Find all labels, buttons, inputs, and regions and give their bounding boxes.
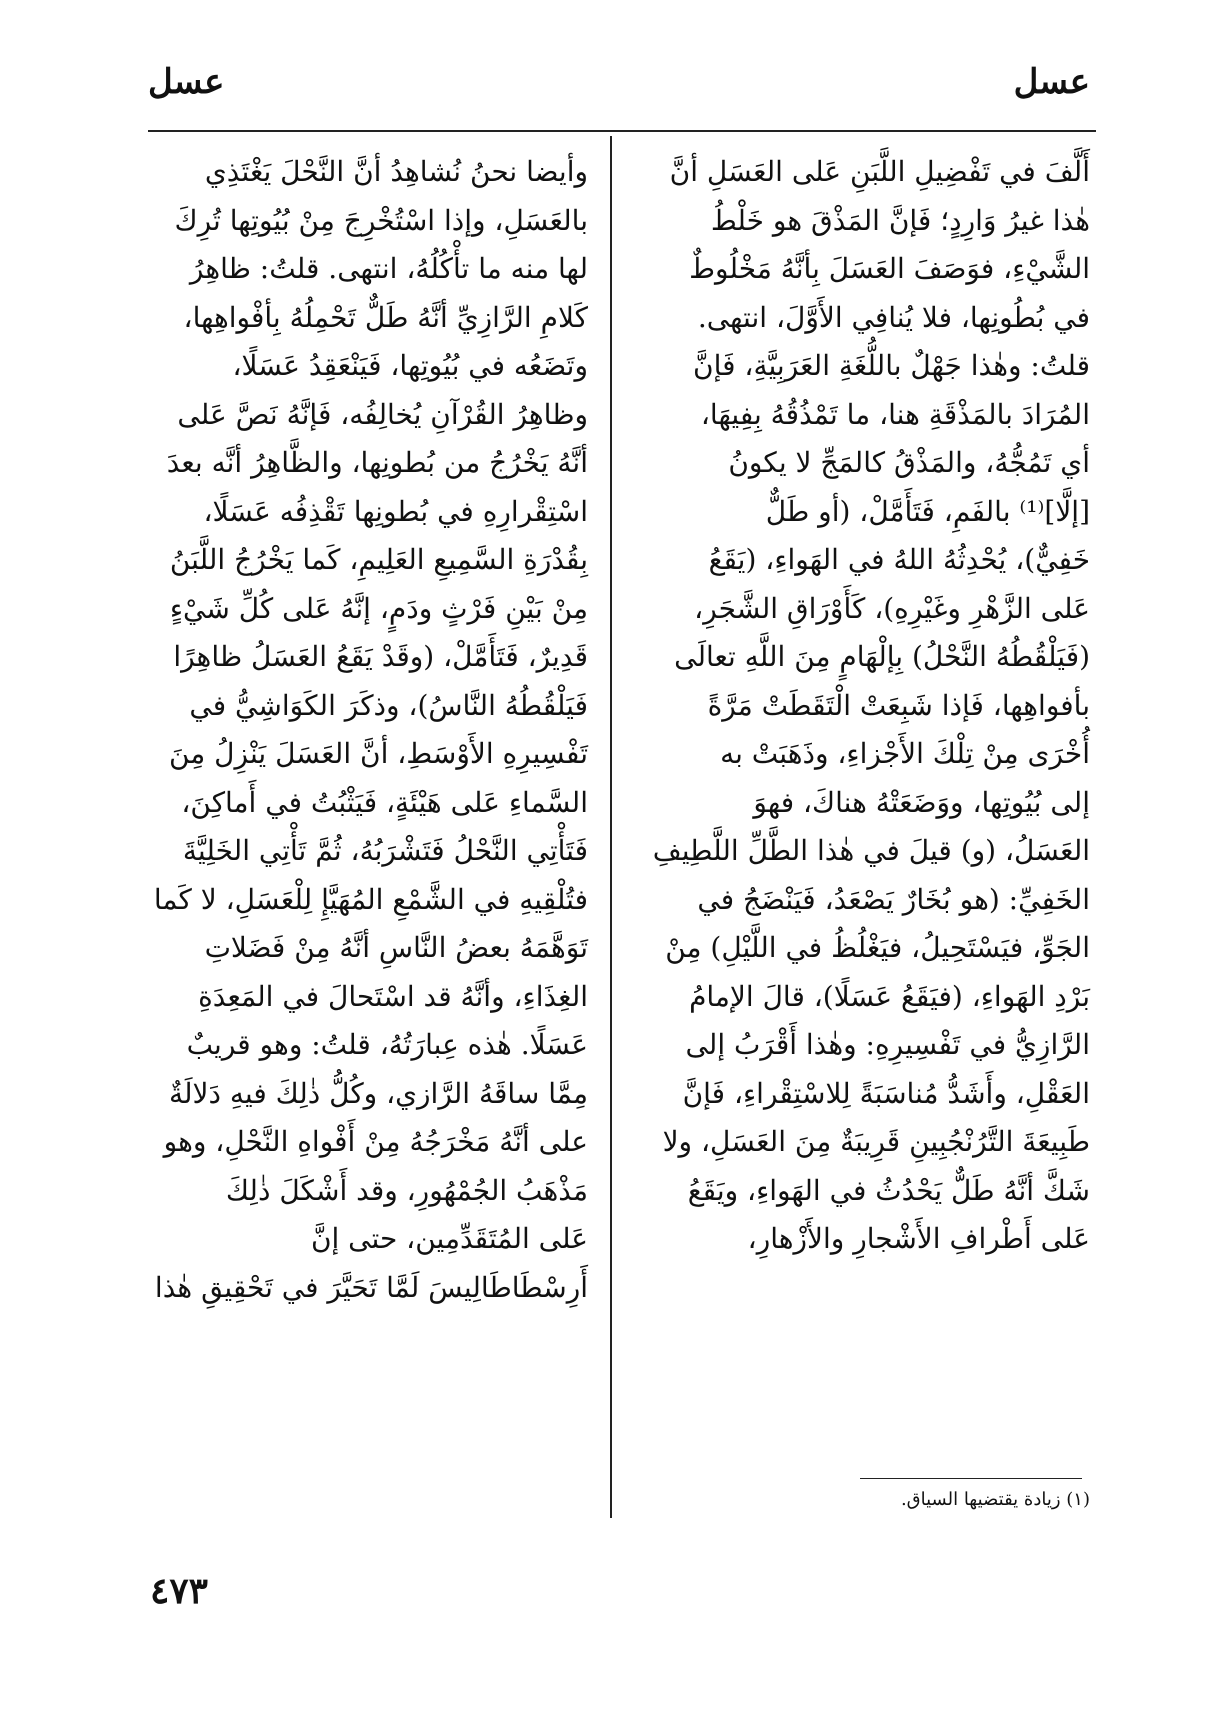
text-line: شَكَّ أنَّهُ طَلٌّ يَحْدُثُ في الهَواءِ، ويَقَعُ [687, 1173, 1090, 1207]
text-line: أُخْرَى مِنْ تِلْكَ الأَجْزاءِ، وذَهَبَتْ به [720, 737, 1090, 770]
text-line: هٰذا غيرُ وَارِدٍ؛ فَإنَّ المَذْقَ هو خَلْطُ [710, 203, 1090, 237]
text-line: مِنْ بَيْنِ فَرْثٍ ودَمٍ، إنَّهُ عَلى كُلِّ شَيْءٍ [169, 591, 588, 625]
running-head-left: عسل [148, 62, 225, 102]
text-line: إلى بُيُوتِها، ووَضَعَتْهُ هناكَ، فهوَ [753, 785, 1090, 819]
text-line: خَفِيٌّ)، يُحْدِثُهُ اللهُ في الهَواءِ، (يَقَعُ [708, 543, 1090, 576]
text-line: الشَّيْءِ، فوَصَفَ العَسَلَ بِأنَّهُ مَخْلُوطٌ [689, 252, 1090, 285]
text-line: المُرَادَ بالمَذْقَةِ هنا، ما تَمْذُقُهُ بِفِيهَا، [700, 397, 1090, 431]
text-line: الغِذَاءِ، وأنَّهُ قد اسْتَحالَ في المَعِدَةِ [198, 979, 588, 1013]
text-line: وظاهِرُ القُرْآنِ يُخالِفُه، فَإنَّهُ نَصَّ عَلى [177, 397, 588, 431]
right-column [644, 148, 1090, 1264]
text-line: أي تَمُجُّهُ، والمَذْقُ كالمَجِّ لا يكونُ [728, 446, 1090, 479]
text-line: عَلى أَطْرافِ الأَشْجارِ والأَزْهارِ، [747, 1222, 1090, 1255]
text-line: قلتُ: وهٰذا جَهْلٌ باللُّغَةِ العَرَبِيَّةِ، فَإنَّ [693, 349, 1090, 382]
running-head-right: عسل [1013, 62, 1090, 102]
text-line: الرَّازِيُّ في تَفْسِيرِهِ: وهٰذا أَقْرَبُ إلى [685, 1028, 1090, 1061]
text-line: مِمَّا ساقَهُ الرَّازي، وكُلُّ ذٰلِكَ فيهِ دَلالَةٌ [168, 1076, 588, 1110]
text-line: فتُلْقِيهِ في الشَّمْعِ المُهَيَّإِ لِلْعَسَلِ، لا كَما [153, 882, 588, 916]
footnote-rule [860, 1478, 1082, 1479]
text-line: عَسَلًا. هٰذه عِبارَتُهُ، قلتُ: وهو قريبٌ [186, 1028, 588, 1061]
text-line: على أنَّهُ مَخْرَجُهُ مِنْ أَفْواهِ النَّحْلِ، وهو [163, 1125, 588, 1158]
text-line: لها منه ما تأْكُلُهُ، انتهى. قلتُ: ظاهِرُ [189, 252, 588, 285]
text-line: في بُطُونِها، فلا يُنافِي الأَوَّلَ، انتهى. [697, 300, 1090, 334]
text-line: فَيَلْقُطُهُ النَّاسُ)، وذكَرَ الكَوَاشِيُّ في [189, 688, 588, 722]
text-line: مَذْهَبُ الجُمْهُورِ، وقد أَشْكَلَ ذٰلِكَ [225, 1173, 588, 1207]
footnote: (١) زيادة يقتضيها السياق. [900, 1489, 1090, 1510]
text-line: [إلَّا]⁽¹⁾ بالفَمِ، فَتَأَمَّلْ، (أو طَلٌّ [765, 494, 1090, 528]
page-number: ٤٧٣ [150, 1570, 209, 1612]
text-line: بالعَسَلِ، وإذا اسْتُخْرِجَ مِنْ بُيُوتِها تُرِكَ [174, 203, 588, 237]
text-line: عَلى الزَّهْرِ وغَيْرِهِ)، كَأَوْرَاقِ الشَّجَرِ، [694, 591, 1090, 625]
text-line: بَرْدِ الهَواءِ، (فيَقَعُ عَسَلًا)، قالَ الإمامُ [689, 979, 1090, 1013]
text-line: قَدِيرٌ، فَتَأَمَّلْ، (وقَدْ يَقَعُ العَسَلُ ظاهِرًا [173, 640, 588, 673]
text-line: (فَيَلْقُطُهُ النَّحْلُ) بِإلْهَامٍ مِنَ اللَّهِ تعالَى [674, 640, 1090, 673]
text-line: السَّماءِ عَلى هَيْئَةٍ، فَيَثْبُتُ في أَماكِنَ، [181, 785, 588, 819]
text-line: بأفواهِها، فَإذا شَبِعَتْ الْتَقَطَتْ مَرَّةً [707, 688, 1090, 722]
text-line: العَقْلِ، وأَشَدُّ مُناسَبَةً لِلاسْتِقْراءِ، فَإنَّ [682, 1076, 1090, 1110]
text-line: عَلى المُتَقَدِّمِين، حتى إنَّ [310, 1222, 588, 1255]
text-line: أنَّهُ يَخْرُجُ من بُطونِها، والظَّاهِرُ أنَّه بعدَ [166, 446, 588, 479]
text-line: العَسَلُ، (و) قيلَ في هٰذا الطَّلِّ اللَّطِيفِ [652, 834, 1090, 867]
text-line: اسْتِقْرارِهِ في بُطونِها تَقْذِفُه عَسَلًا، [203, 494, 588, 528]
header-rule [148, 130, 1096, 132]
text-line: الجَوِّ، فيَسْتَحِيلُ، فيَغْلُظُ في اللَّيْلِ) مِنْ [665, 931, 1090, 964]
column-divider [610, 136, 612, 1518]
text-line: فَتَأْتِي النَّحْلُ فَتَشْرَبُهُ، ثُمَّ تَأْتِي الخَلِيَّةَ [182, 834, 588, 867]
text-line: بِقُدْرَةِ السَّمِيعِ العَلِيمِ، كَما يَخْرُجُ اللَّبَنُ [169, 543, 588, 576]
text-line: وأيضا نحنُ نُشاهِدُ أنَّ النَّحْلَ يَغْتَذِي [204, 155, 588, 188]
text-line: تَفْسِيرِهِ الأَوْسَطِ، أنَّ العَسَلَ يَنْزِلُ مِنَ [168, 737, 588, 770]
text-line: طَبِيعَةَ التَّرُنْجُبِينِ قَرِيبَةٌ مِنَ العَسَلِ، ولا [662, 1125, 1090, 1158]
text-line: تَوَهَّمَهُ بعضُ النَّاسِ أنَّهُ مِنْ فَضَلاتِ [204, 931, 588, 964]
left-column [140, 148, 588, 1312]
text-line: أَرِسْطَاطَالِيسَ لَمَّا تَحَيَّرَ في تَحْقِيقِ هٰذا [154, 1270, 588, 1304]
text-line: أَلَّفَ في تَفْضِيلِ اللَّبَنِ عَلى العَسَلِ أنَّ [669, 155, 1090, 188]
text-line: وتَضَعُه في بُيُوتِها، فَيَنْعَقِدُ عَسَلًا، [232, 349, 588, 382]
text-line: كَلامِ الرَّازِيِّ أنَّهُ طَلٌّ تَحْمِلُهُ بِأفْواهِها، [183, 300, 588, 334]
text-line: الخَفِيِّ: (هو بُخَارٌ يَصْعَدُ، فَيَنْضَجُ في [697, 882, 1090, 916]
